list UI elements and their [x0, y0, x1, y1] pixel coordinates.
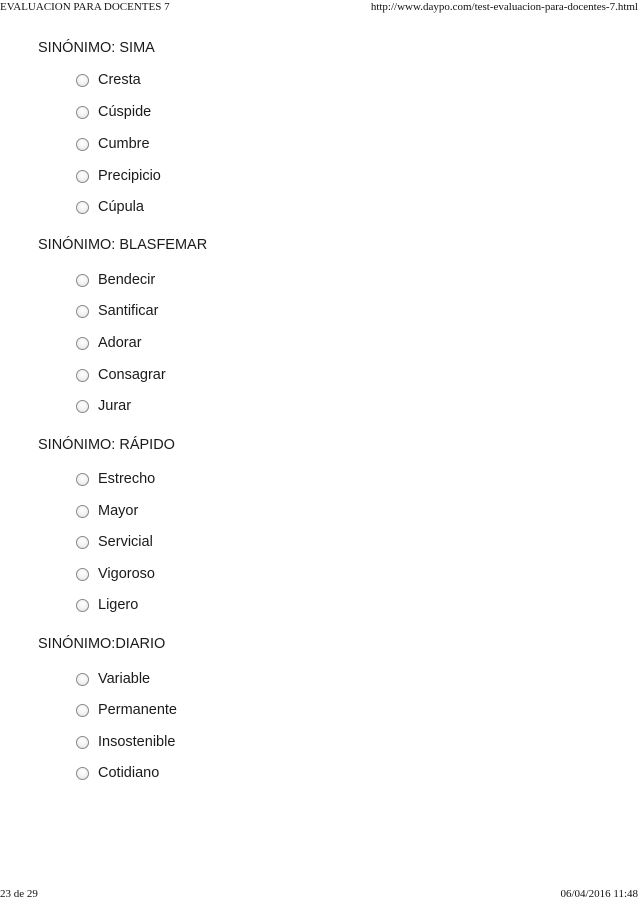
- option-label: Cresta: [98, 72, 141, 88]
- question-title: SINÓNIMO: BLASFEMAR: [38, 237, 208, 253]
- answer-option[interactable]: [76, 469, 155, 489]
- radio-button[interactable]: [76, 473, 89, 486]
- radio-button[interactable]: [76, 201, 89, 214]
- option-label: Cúspide: [98, 104, 152, 120]
- option-label: Permanente: [98, 702, 177, 718]
- option-label: Estrecho: [98, 471, 156, 487]
- answer-option[interactable]: [76, 732, 175, 752]
- option-label: Mayor: [98, 503, 139, 519]
- radio-button[interactable]: [76, 74, 89, 87]
- option-label: Consagrar: [98, 367, 166, 383]
- radio-button[interactable]: [76, 536, 89, 549]
- radio-button[interactable]: [76, 599, 89, 612]
- option-label: Adorar: [98, 335, 142, 351]
- answer-option[interactable]: [76, 333, 142, 353]
- option-label: Jurar: [98, 398, 132, 414]
- question-title: SINÓNIMO: SIMA: [38, 40, 155, 56]
- question-title: SINÓNIMO: RÁPIDO: [38, 437, 175, 453]
- option-label: Insostenible: [98, 734, 176, 750]
- option-label: Variable: [98, 671, 151, 687]
- answer-option[interactable]: [76, 365, 166, 385]
- radio-button[interactable]: [76, 369, 89, 382]
- answer-option[interactable]: [76, 763, 159, 783]
- radio-button[interactable]: [76, 673, 89, 686]
- answer-option[interactable]: [76, 70, 141, 90]
- answer-option[interactable]: [76, 166, 161, 186]
- option-label: Bendecir: [98, 272, 156, 288]
- radio-button[interactable]: [76, 274, 89, 287]
- print-header: [0, 1, 638, 13]
- page-url: http://www.daypo.com/test-evaluacion-para-docentes-7.html: [370, 1, 638, 13]
- answer-option[interactable]: [76, 595, 138, 615]
- radio-button[interactable]: [76, 138, 89, 151]
- page-counter: 23 de 29: [0, 888, 38, 900]
- radio-button[interactable]: [76, 767, 89, 780]
- radio-button[interactable]: [76, 337, 89, 350]
- answer-option[interactable]: [76, 102, 151, 122]
- option-label: Precipicio: [98, 168, 161, 184]
- print-datetime: 06/04/2016 11:48: [560, 888, 638, 900]
- answer-option[interactable]: [76, 669, 150, 689]
- answer-option[interactable]: [76, 301, 158, 321]
- answer-option[interactable]: [76, 197, 144, 217]
- answer-option[interactable]: [76, 501, 138, 521]
- radio-button[interactable]: [76, 106, 89, 119]
- answer-option[interactable]: [76, 532, 153, 552]
- radio-button[interactable]: [76, 736, 89, 749]
- option-label: Ligero: [98, 597, 139, 613]
- document-title: EVALUACION PARA DOCENTES 7: [0, 1, 170, 13]
- radio-button[interactable]: [76, 505, 89, 518]
- answer-option[interactable]: [76, 134, 150, 154]
- answer-option[interactable]: [76, 396, 131, 416]
- radio-button[interactable]: [76, 400, 89, 413]
- answer-option[interactable]: [76, 270, 155, 290]
- radio-button[interactable]: [76, 704, 89, 717]
- answer-option[interactable]: [76, 564, 155, 584]
- option-label: Servicial: [98, 534, 153, 550]
- radio-button[interactable]: [76, 170, 89, 183]
- answer-option[interactable]: [76, 700, 177, 720]
- radio-button[interactable]: [76, 568, 89, 581]
- option-label: Vigoroso: [98, 566, 155, 582]
- radio-button[interactable]: [76, 305, 89, 318]
- option-label: Cumbre: [98, 136, 150, 152]
- question-title: SINÓNIMO:DIARIO: [38, 636, 166, 652]
- option-label: Santificar: [98, 303, 159, 319]
- option-label: Cotidiano: [98, 765, 160, 781]
- print-footer: [0, 888, 638, 900]
- option-label: Cúpula: [98, 199, 144, 215]
